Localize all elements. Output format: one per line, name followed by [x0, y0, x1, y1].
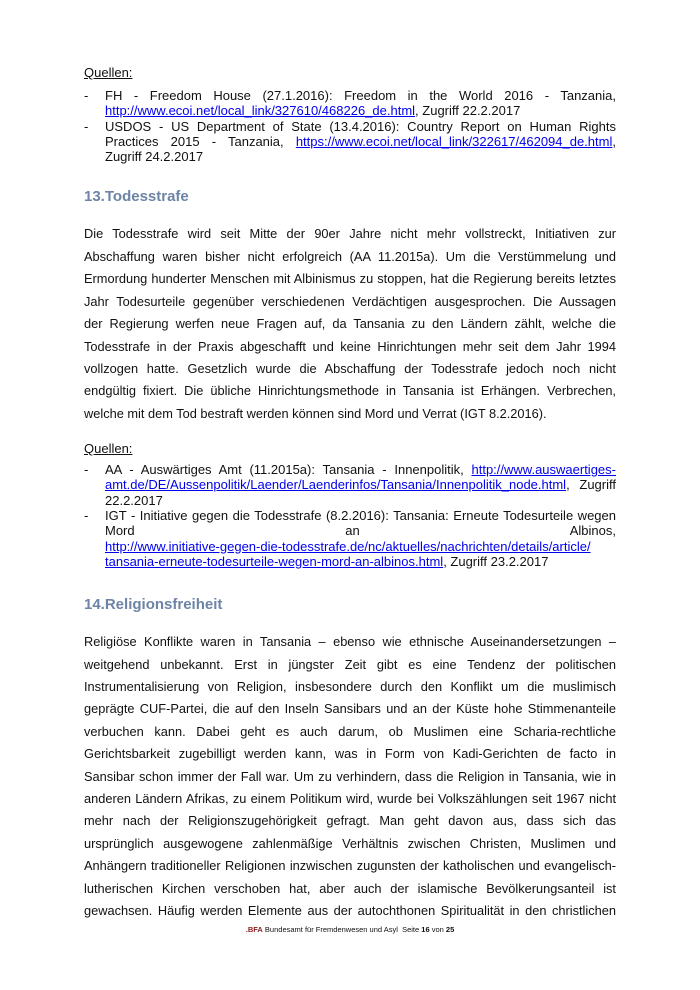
page-footer [84, 925, 616, 935]
paragraph-line: ursprünglich ausgewogene zahlenmäßige Verhältnis zwischen Christen, Muslimen und [84, 835, 616, 851]
paragraph-line: Ermordung hunderter Menschen mit Albinismus zu stoppen, hat die Regierung bereits letztes [84, 271, 616, 287]
source-text: Mord an Albinos, [105, 523, 616, 539]
paragraph-line: Gerichtsbarkeit zugebilligt werden kann, was in Form von Kadi-Gerichten de facto in [84, 746, 616, 762]
list-dash: - [84, 88, 89, 103]
paragraph-line: Todesstrafe in der Praxis abgeschafft und keine Hinrichtungen mehr seit dem Jahr 1994 [84, 338, 616, 354]
bfa-logo: .BFA [245, 924, 263, 934]
source-line [105, 493, 616, 508]
source-line [105, 119, 616, 134]
paragraph-line: Anhängern traditioneller Religionen inzwischen zugunsten der katholischen und evangelisch- [84, 858, 616, 874]
source-text: AA - Auswärtiges Amt (11.2015a): Tansania - Innenpolitik, [105, 462, 472, 478]
source-item [84, 508, 616, 569]
list-dash: - [84, 508, 89, 524]
section-heading-todesstrafe: 13.Todesstrafe [84, 188, 189, 206]
source-text: Practices 2015 - Tanzania, [105, 133, 296, 149]
source-text: , Zugriff [566, 477, 616, 493]
source-line [105, 477, 616, 492]
sources-label-1: Quellen: [84, 65, 133, 80]
source-line [105, 554, 616, 569]
paragraph-line: der Regierung werfen neue Fragen auf, da Tansania zu den Ländern zählt, welche die [84, 316, 616, 332]
source-line [105, 149, 616, 164]
source-link[interactable]: amt.de/DE/Aussenpolitik/Laender/Laenderinfos/Tansania/Innenpolitik_node.html [105, 477, 567, 493]
source-line [105, 539, 616, 554]
source-text: Zugriff 24.2.2017 [105, 149, 204, 165]
paragraph-line: Abschaffung waren bisher nicht erfolgreich (AA 11.2015a). Um die Verstümmelung und [84, 248, 616, 264]
paragraph-line: weitgehend unbekannt. Erst in jüngster Zeit gibt es eine Tendenz der politischen [84, 656, 616, 672]
list-dash: - [84, 118, 89, 134]
sources-list-1 [84, 88, 616, 164]
paragraph-line: mehr nach der Religionszugehörigkeit gefragt. Man geht davon aus, dass sich das [84, 813, 616, 829]
source-item [84, 462, 616, 508]
list-dash: - [84, 462, 89, 478]
paragraph-line: verbuchen kann. Dabei geht es auch darum, ob Muslimen eine Scharia-rechtliche [84, 723, 616, 739]
source-text: , Zugriff 23.2.2017 [443, 553, 549, 569]
paragraph-line: welche mit dem Tod bestraft werden können sind Mord und Verrat (IGT 8.2.2016). [84, 405, 547, 421]
source-link[interactable]: tansania-erneute-todesurteile-wegen-mord-an-albinos.html [105, 553, 444, 569]
footer-page-number: 16 [421, 924, 430, 934]
paragraph-line: vollzogen hatte. Gesetzlich wurde die Abschaffung der Todesstrafe jedoch noch nicht [84, 360, 616, 376]
source-link[interactable]: https://www.ecoi.net/local_link/322617/462094_de.html [295, 133, 613, 149]
source-text: USDOS - US Department of State (13.4.2016): Country Report on Human Rights [105, 118, 616, 134]
source-text: IGT - Initiative gegen die Todesstrafe (8.2.2016): Tansania: Erneute Todesurteile wegen [105, 508, 616, 524]
source-line [105, 508, 616, 523]
source-text: , Zugriff 22.2.2017 [415, 103, 521, 119]
section-heading-religionsfreiheit: 14.Religionsfreiheit [84, 596, 223, 614]
footer-org: Bundesamt für Fremdenwesen und Asyl [264, 924, 398, 934]
source-text: FH - Freedom House (27.1.2016): Freedom in the World 2016 - Tanzania, [105, 88, 616, 103]
footer-page-label: Seite [402, 924, 420, 934]
paragraph-line: Jahr Todesurteile gegenüber verschiedenen Verdächtigen ausgesprochen. Die Aussagen [84, 293, 616, 309]
source-link[interactable]: http://www.auswaertiges- [471, 462, 616, 478]
paragraph-line: Instrumentalisierung von Religion, insbesondere durch den Konflikt um die muslimisch [84, 679, 616, 695]
sources-list-2 [84, 462, 616, 569]
footer-of-label: von [431, 924, 444, 934]
paragraph-todesstrafe [84, 223, 616, 425]
paragraph-line: Religiöse Konflikte waren in Tansania – ebenso wie ethnische Auseinandersetzungen – [84, 634, 616, 650]
paragraph-line: anderen Ländern Afrikas, zu einem Politikum wird, wurde bei Volkszählungen seit 1967 nicht [84, 791, 616, 807]
source-item [84, 88, 616, 119]
source-line [105, 462, 616, 477]
sources-label-2: Quellen: [84, 441, 133, 457]
paragraph-line: endgültig fixiert. Die übliche Hinrichtungsmethode in Tansania ist Erhängen. Verbrechen, [84, 383, 616, 399]
paragraph-line: Sansibar schon immer der Fall war. Um zu verhindern, dass die Religion in Tansania, wie in [84, 768, 616, 784]
paragraph-line: lutherischen Kirchen verschoben hat, aber auch der islamische Bevölkerungsanteil ist [84, 880, 616, 896]
source-line [105, 88, 616, 103]
paragraph-line: gewachsen. Häufig werden Elemente aus der autochthonen Spiritualität in den christlichen [84, 903, 616, 919]
footer-page-total: 25 [445, 924, 455, 934]
source-link[interactable]: http://www.initiative-gegen-die-todesstrafe.de/nc/aktuelles/nachrichten/details/article/ [105, 538, 591, 554]
source-line [105, 134, 616, 149]
source-line [105, 103, 616, 118]
source-line [105, 523, 616, 538]
source-text: , [612, 133, 616, 149]
paragraph-line: Die Todesstrafe wird seit Mitte der 90er Jahre nicht mehr vollstreckt, Initiativen zur [84, 226, 616, 242]
paragraph-religionsfreiheit [84, 631, 616, 922]
source-text: 22.2.2017 [105, 492, 163, 508]
source-item [84, 119, 616, 165]
paragraph-line: geprägte CUF-Partei, die auf den Inseln Sansibars und an der Küste hohe Stimmenanteile [84, 701, 616, 717]
source-link[interactable]: http://www.ecoi.net/local_link/327610/468226_de.html [105, 103, 416, 119]
